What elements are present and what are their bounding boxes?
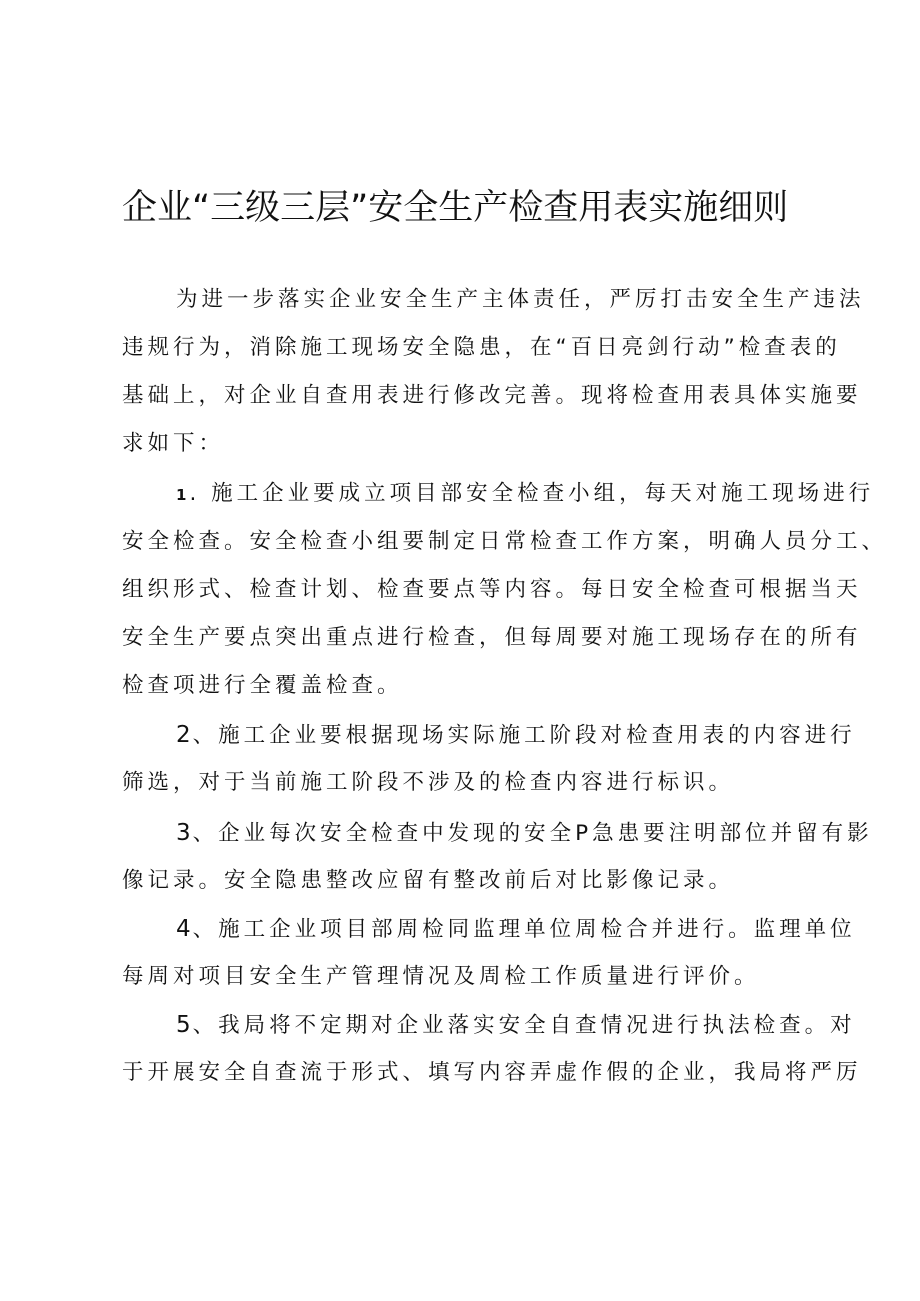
paragraph-line: 安全检查。安全检查小组要制定日常检查工作方案，明确人员分工、	[122, 529, 888, 554]
paragraph-line	[122, 711, 856, 759]
item-text: 、我局将不定期对企业落实安全自查情况进行执法检查。对	[192, 1013, 856, 1038]
paragraph-line: 违规行为，消除施工现场安全隐患，在“百日亮剑行动”检查表的	[122, 335, 841, 360]
item-text: 、施工企业项目部周检同监理单位周检合并进行。监理单位	[192, 917, 856, 942]
item-number: 2	[176, 722, 193, 748]
paragraph-line: 组织形式、检查计划、检查要点等内容。每日安全检查可根据当天	[122, 577, 862, 602]
document-title: 企业“三级三层”安全生产检查用表实施细则	[122, 188, 789, 228]
paragraph-line: 每周对项目安全生产管理情况及周检工作质量进行评价。	[122, 964, 760, 989]
item-3-paragraph	[122, 809, 873, 905]
item-number: 5	[176, 1012, 193, 1038]
paragraph-line: 于开展安全自查流于形式、填写内容弄虚作假的企业，我局将严厉	[122, 1060, 862, 1085]
item-number: 3	[176, 820, 193, 846]
paragraph-line: 基础上，对企业自查用表进行修改完善。现将检查用表具体实施要	[122, 383, 862, 408]
item-2-paragraph	[122, 711, 856, 807]
paragraph-line	[122, 809, 873, 857]
item-1-paragraph	[122, 470, 888, 710]
paragraph-line	[122, 905, 856, 953]
paragraph-line: 求如下：	[122, 431, 225, 456]
paragraph-line	[122, 1001, 856, 1049]
paragraph-line	[122, 470, 875, 518]
paragraph-line: 像记录。安全隐患整改应留有整改前后对比影像记录。	[122, 868, 735, 893]
item-number: 4	[176, 916, 193, 942]
paragraph-line: 筛选，对于当前施工阶段不涉及的检查内容进行标识。	[122, 770, 735, 795]
intro-paragraph	[122, 276, 865, 468]
item-number: 1	[176, 486, 190, 504]
item-text: . 施工企业要成立项目部安全检查小组，每天对施工现场进行	[189, 481, 875, 506]
paragraph-line: 为进一步落实企业安全生产主体责任，严厉打击安全生产违法	[176, 287, 865, 312]
item-text: 、企业每次安全检查中发现的安全P急患要注明部位并留有影	[192, 821, 873, 846]
paragraph-line: 检查项进行全覆盖检查。	[122, 673, 403, 698]
paragraph-line: 安全生产要点突出重点进行检查，但每周要对施工现场存在的所有	[122, 625, 862, 650]
item-5-paragraph	[122, 1001, 862, 1097]
item-text: 、施工企业要根据现场实际施工阶段对检查用表的内容进行	[192, 723, 856, 748]
item-4-paragraph	[122, 905, 856, 1001]
